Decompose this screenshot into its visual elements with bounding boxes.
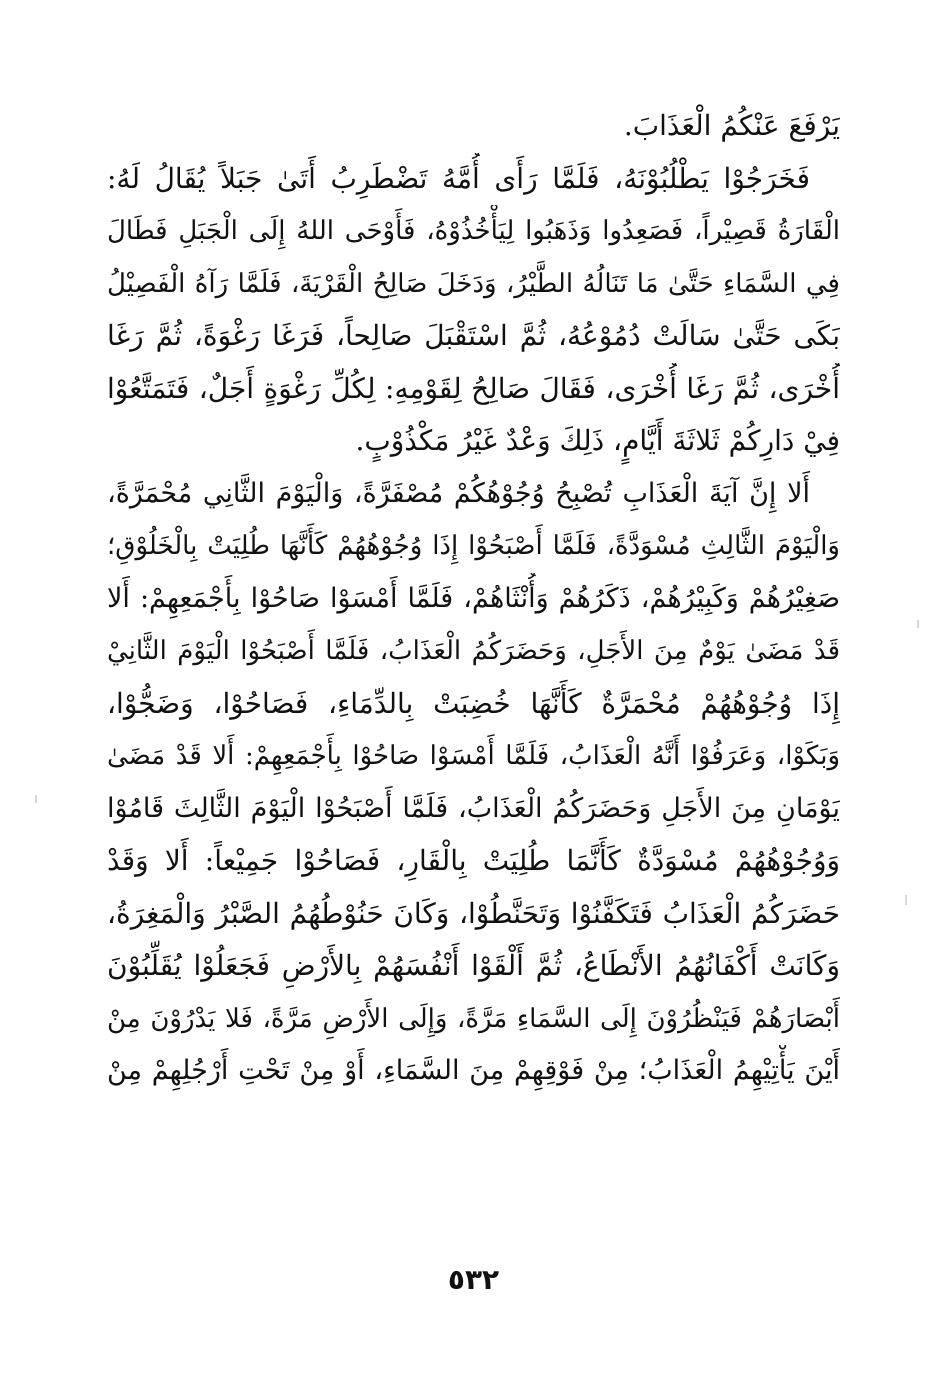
text-line: أَيْنَ يَأْتِيْهِمُ الْعَذَابُ؛ مِنْ فَوْقِهِمْ مِنَ السَّمَاءِ، أَوْ مِنْ تَحْتِ أَرْجُلِهِمْ مِنْ [107,1055,840,1086]
text-line: يَرْفَعَ عَنْكُمُ الْعَذَابَ. [623,109,840,142]
text-line: إِذَا وُجُوْهُهُمْ مُحْمَرَّةٌ كَأَنَّهَا خُضِبَتْ بِالدِّمَاءِ، فَصَاحُوْا، وَضَجُّوْا، [107,686,840,720]
text-line: فِي السَّمَاءِ حَتَّىٰ مَا تَنَالُهُ الطَّيْرُ، وَدَخَلَ صَالِحُ الْقَرْيَةَ، فَلَمَّا رَآهُ الْفَصِيْلُ [107,268,840,299]
text-line: أَلا إِنَّ آيَةَ الْعَذَابِ تُصْبِحُ وُجُوْهُكُمْ مُصْفَرَّةً، وَالْيَوْمَ الثَّانِي مُحْمَرَّةً، [107,477,810,509]
text-line: وَبَكَوْا، وَعَرَفُوْا أَنَّهُ الْعَذَابُ، فَلَمَّا أَمْسَوْا صَاحُوْا بِأَجْمَعِهِمْ: أَلا قَدْ مَضَىٰ [107,741,840,771]
page-number: ٥٣٢ [447,1263,500,1296]
text-line: أَبْصَارَهُمْ فَيَنْظُرُوْنَ إِلَى السَّمَاءِ مَرَّةً، وَإِلَى الأَرْضِ مَرَّةً، فَلا يَدْرُوْنَ مِنْ [107,1003,840,1034]
text-line: بَكَى حَتَّىٰ سَالَتْ دُمُوْعُهُ، ثُمَّ اسْتَقْبَلَ صَالِحاً، فَرَغَا رَغْوَةً، ثُمَّ رَغَا [107,319,840,352]
body-text [107,100,840,1098]
text-line: حَضَرَكُمُ الْعَذَابُ فَتَكَفَّنُوْا وَتَحَنَّطُوْا، وَكَانَ حَنُوْطُهُمُ الصَّبْرُ وَالْمَغِرَةُ، [107,896,840,930]
text-line: وَوُجُوْهُهُمْ مُسْوَدَّةٌ كَأَنَّمَا طُلِيَتْ بِالْقَارِ، فَصَاحُوْا جَمِيْعاً: أَلا وَقَدْ [107,844,840,877]
scan-speck [35,795,37,803]
text-line: فِيْ دَارِكُمْ ثَلاثَةَ أَيَّامٍ، ذَلِكَ وَعْدٌ غَيْرُ مَكْذُوْبٍ. [355,424,840,457]
scan-speck [917,620,919,628]
text-line: الْقَارَةُ قَصِيْراً، فَصَعِدُوا وَذَهَبُوا لِيَأْخُذُوْهُ، فَأَوْحَى اللهُ إِلَى الْجَبَلِ فَطَالَ [107,216,840,246]
text-line: صَغِيْرُهُمْ وَكَبِيْرُهُمْ، ذَكَرُهُمْ وَأُنْثَاهُمْ، فَلَمَّا أَمْسَوْا صَاحُوْا بِأَجْمَعِهِمْ: أَلا [107,582,840,614]
text-line: قَدْ مَضَىٰ يَوْمٌ مِنَ الأَجَلِ، وَحَضَرَكُمُ الْعَذَابُ، فَلَمَّا أَصْبَحُوْا الْيَوْمَ الثَّانِيْ [107,636,840,666]
scan-speck [905,895,907,905]
text-line: وَكَانَتْ أَكْفَانُهُمُ الأَنْطَاعُ، ثُمَّ أَلْقَوْا أَنْفُسَهُمْ بِالأَرْضِ فَجَعَلُوْا يُقَلِّبُوْنَ [107,949,840,982]
text-line: وَالْيَوْمَ الثَّالِثِ مُسْوَدَّةً، فَلَمَّا أَصْبَحُوْا إِذَا وُجُوْهُهُمْ كَأَنَّهَا طُلِيَتْ بِالْخَلُوْقِ؛ [107,531,840,561]
text-line: فَخَرَجُوْا يَطْلُبُوْنَهُ، فَلَمَّا رَأَى أُمَّهُ تَضْطَرِبُ أَتَىٰ جَبَلاً يُقَالُ لَهُ: [107,161,810,195]
text-line: أُخْرَى، ثُمَّ رَغَا أُخْرَى، فَقَالَ صَالِحُ لِقَوْمِهِ: لِكُلِّ رَغْوَةٍ أَجَلٌ، فَتَمَتَّعُوْا [107,371,840,405]
text-line: يَوْمَانِ مِنَ الأَجَلِ وَحَضَرَكُمُ الْعَذَابُ، فَلَمَّا أَصْبَحُوْا الْيَوْمَ الثَّالِثَ قَامُوْا [107,792,840,824]
